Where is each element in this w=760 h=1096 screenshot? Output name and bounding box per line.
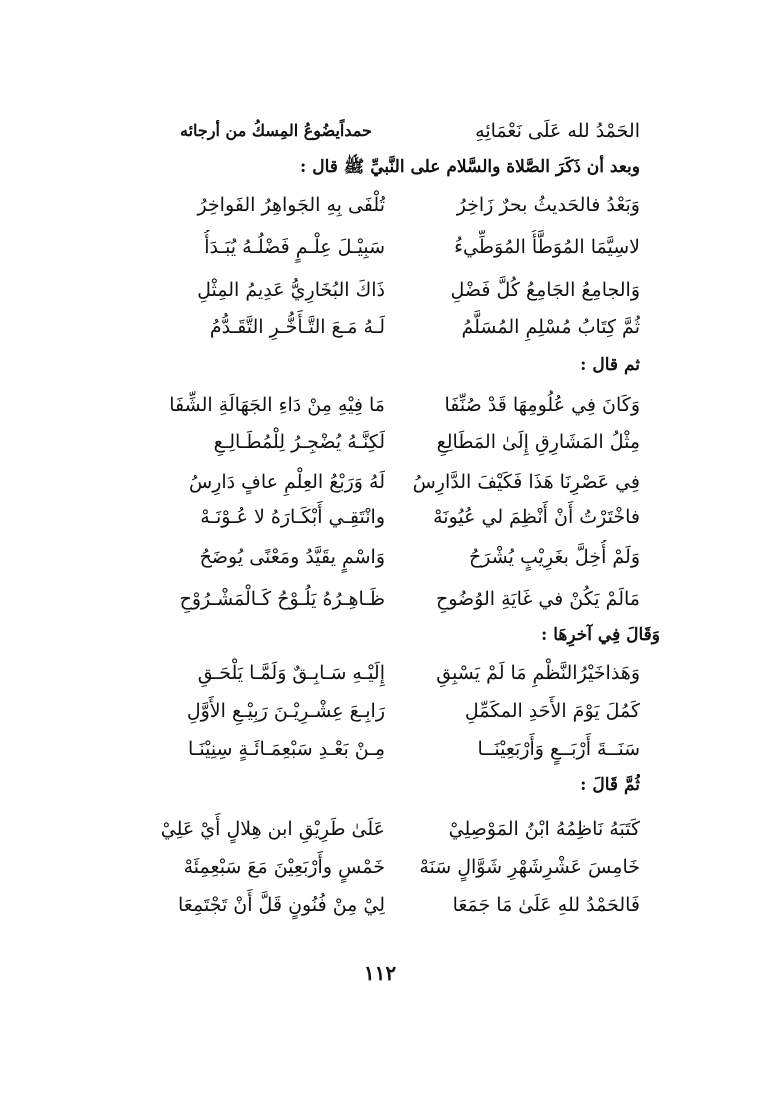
verse-hemistich-first: وَبَعْدُ فالحَديثُ بحرٌ زَاخِرُ bbox=[456, 194, 640, 216]
verse-hemistich-first: ثُمَّ كِتَابُ مُسْلِمِ المُسَلَّمُ bbox=[461, 316, 640, 338]
verse-line bbox=[140, 540, 640, 574]
verse-hemistich-first: خَامِسَ عَشْرِشَهْرِ شَوَّالٍ سَنَهْ bbox=[419, 856, 640, 878]
verse-line bbox=[140, 850, 640, 884]
verse-hemistich-first: لاسِيَّمَا المُوَطَّأُ المُوَطِّيءُ bbox=[454, 236, 640, 258]
verse-line bbox=[140, 582, 640, 616]
verse-line bbox=[140, 656, 640, 690]
verse-hemistich-second: إِلَيْـهِ سَـابِـقٌ وَلَمَّـا يَلْحَـقِ bbox=[197, 662, 385, 684]
verse-line bbox=[140, 694, 640, 728]
opening-hemistich-2: حمداًيضُوعُ المِسكُ من أرجائه bbox=[180, 121, 372, 140]
verse-hemistich-first: وَكَانَ فِي عُلُومِهَا قَدْ صُنِّفَا bbox=[444, 394, 640, 416]
verse-hemistich-first: مِثْلُ المَشَارِقِ إِلَىٰ المَطَالِعِ bbox=[436, 431, 640, 453]
verse-hemistich-second: لَهُ وَرَبْعُ العِلْمِ عافٍ دَارِسُ bbox=[189, 471, 385, 493]
opening-hemistich-1: الحَمْدُ لله عَلَى نَعْمَائِهِ bbox=[475, 120, 640, 142]
verse-hemistich-second: وَاسْمٍ يقَيَّدُ ومَعْنًى يُوضَحُ bbox=[199, 546, 385, 568]
verse-hemistich-second: تُلْفَى بِهِ الجَواهِرُ الفَواخِرُ bbox=[197, 194, 385, 216]
verse-hemistich-second: لِيْ مِنْ فُنُونٍ قَلَّ أَنْ تَجْتَمِعَا bbox=[178, 894, 385, 916]
verse-hemistich-first: وَهَذاخَيْرُالنَّظْمِ مَا لَمْ يَسْبِقِ bbox=[436, 662, 640, 684]
verse-hemistich-second: مَا فِيْهِ مِنْ دَاءِ الجَهَالَةِ الشِّفَا bbox=[169, 394, 385, 416]
section-heading-then-said-2: ثُمَّ قَالَ : bbox=[580, 775, 640, 795]
section-heading-said-at-end: وَقَالَ فِي آخرِهَا : bbox=[541, 625, 660, 645]
intro-line: وبعد أن ذَكَرَ الصَّلاة والسَّلام على النَّبيِّ ﷺ قال : bbox=[300, 157, 640, 177]
verse-line bbox=[140, 188, 640, 222]
verse-hemistich-first: كَتَبَهُ نَاظِمُهُ ابْنُ المَوْصِلِيْ bbox=[448, 818, 640, 840]
verse-hemistich-second: لَكِنَّـهُ يُضْجِـرُ لِلْمُطَـالِـعِ bbox=[213, 431, 385, 453]
verse-line bbox=[140, 425, 640, 459]
verse-line bbox=[140, 273, 640, 307]
verse-hemistich-first: فاخْتَرْتُ أَنْ أَنْظِمَ لي عُيُونَهْ bbox=[433, 506, 640, 528]
verse-hemistich-first: فَالحَمْدُ للهِ عَلَىٰ مَا جَمَعَا bbox=[452, 894, 640, 916]
verse-hemistich-second: رَابِـعَ عِشْـرِيْـنَ رَبِيْـعِ الأَوَّلِ bbox=[186, 700, 385, 722]
verse-hemistich-second: وانْتَقِـي أَبْكَـارَهُ لا عُـوْنَـهْ bbox=[200, 506, 385, 528]
verse-line bbox=[140, 812, 640, 846]
verse-line bbox=[140, 230, 640, 264]
opening-verse bbox=[180, 114, 640, 148]
section-heading-then-said: ثم قال : bbox=[580, 355, 640, 375]
verse-hemistich-second: خَمْسٍ وأَرْبَعِيْنَ مَعَ سَبْعِمِئَهْ bbox=[183, 856, 385, 878]
verse-line bbox=[140, 732, 640, 766]
verse-hemistich-first: مَالَمْ يَكُنْ في غَايَةِ الوُضُوحِ bbox=[435, 588, 640, 610]
verse-hemistich-first: وَالجامِعُ الجَامِعُ كُلَّ فَضْلِ bbox=[450, 279, 640, 301]
verse-hemistich-first: سَنَــةَ أَرْبَــعٍ وَأَرْبَعِيْنَــا bbox=[477, 738, 640, 760]
verse-hemistich-second: عَلَىٰ طَرِيْقِ ابن هِلالٍ أَيْ عَلِيْ bbox=[160, 818, 385, 840]
verse-hemistich-first: فِي عَصْرِنَا هَذَا فَكَيْفَ الدَّارِسُ bbox=[412, 471, 640, 493]
verse-hemistich-second: ذَاكَ البُخَارِيُّ عَدِيمُ المِثْلِ bbox=[197, 279, 385, 301]
page-number: ١١٢ bbox=[363, 961, 397, 985]
verse-line bbox=[140, 888, 640, 922]
verse-line bbox=[140, 500, 640, 534]
verse-hemistich-second: سَبِيْـلَ عِلْـمٍ فَضْلُـهُ يُبَـدَأُ bbox=[204, 236, 385, 258]
verse-hemistich-second: مِـنْ بَعْـدِ سَبْعِمَـائَـةٍ سِنِيْنَـا bbox=[188, 738, 385, 760]
verse-hemistich-first: كَمُلَ يَوْمَ الأَحَدِ المكَمِّلِ bbox=[464, 700, 640, 722]
verse-line bbox=[140, 310, 640, 344]
verse-line bbox=[140, 388, 640, 422]
verse-hemistich-first: وَلَمْ أُخِلَّ بغَرِيْبٍ يُشْرَحُ bbox=[468, 546, 640, 568]
verse-hemistich-second: لَـهُ مَـعَ التَّـأَخُّـرِ التَّقَـدُّمُ bbox=[209, 316, 385, 338]
verse-hemistich-second: ظَـاهِـرُهُ يَلُـوْحُ كَـالْمَشْـرُوْحِ bbox=[179, 588, 385, 610]
verse-line bbox=[140, 465, 640, 499]
